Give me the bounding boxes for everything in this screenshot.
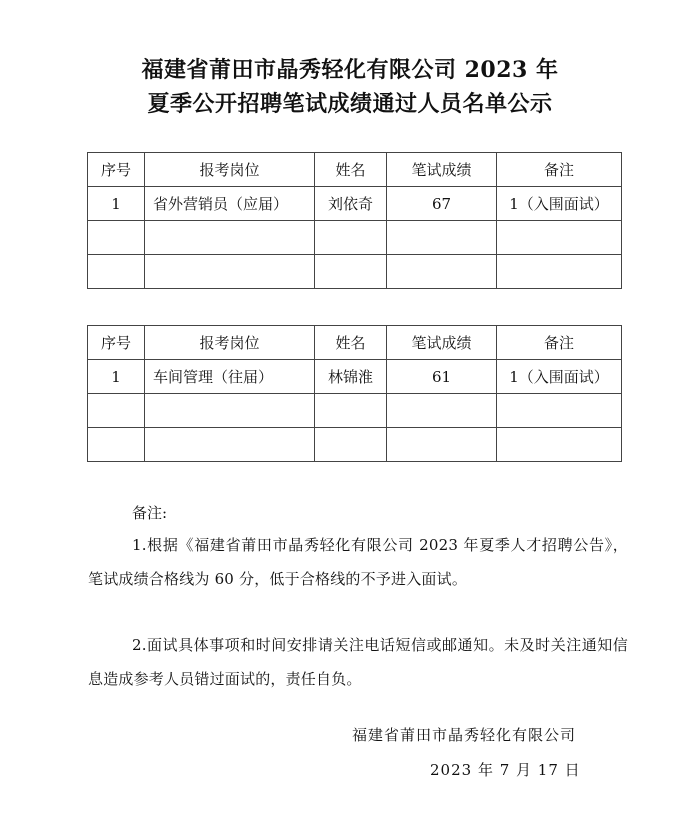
header-score: 笔试成绩 bbox=[387, 326, 497, 360]
header-name: 姓名 bbox=[315, 326, 387, 360]
header-remark: 备注 bbox=[497, 153, 622, 187]
table-row bbox=[88, 221, 622, 255]
cell-score: 61 bbox=[387, 360, 497, 394]
results-table-2 bbox=[87, 325, 622, 462]
cell-seq: 1 bbox=[88, 360, 145, 394]
cell-position bbox=[145, 255, 315, 289]
cell-seq bbox=[88, 394, 145, 428]
signature-organization: 福建省莆田市晶秀轻化有限公司 bbox=[352, 726, 577, 744]
table-header-row bbox=[88, 153, 622, 187]
cell-name bbox=[315, 428, 387, 462]
cell-score: 67 bbox=[387, 187, 497, 221]
header-remark: 备注 bbox=[497, 326, 622, 360]
header-score: 笔试成绩 bbox=[387, 153, 497, 187]
header-seq: 序号 bbox=[88, 153, 145, 187]
cell-remark bbox=[497, 394, 622, 428]
table-row bbox=[88, 255, 622, 289]
cell-remark bbox=[497, 221, 622, 255]
document-title-line-1: 福建省莆田市晶秀轻化有限公司 2023 年 bbox=[141, 57, 559, 83]
cell-position bbox=[145, 394, 315, 428]
cell-name: 刘依奇 bbox=[315, 187, 387, 221]
table-header-row bbox=[88, 326, 622, 360]
cell-remark bbox=[497, 428, 622, 462]
cell-score bbox=[387, 221, 497, 255]
table-row bbox=[88, 428, 622, 462]
cell-position bbox=[145, 428, 315, 462]
results-table-1 bbox=[87, 152, 622, 289]
cell-seq bbox=[88, 221, 145, 255]
cell-position: 车间管理（往届） bbox=[145, 360, 315, 394]
cell-position: 省外营销员（应届） bbox=[145, 187, 315, 221]
cell-name bbox=[315, 255, 387, 289]
table-row bbox=[88, 360, 622, 394]
note-item-1: 1.根据《福建省莆田市晶秀轻化有限公司 2023 年夏季人才招聘公告》，笔试成绩合格线为 60 分，低于合格线的不予进入面试。 bbox=[88, 536, 628, 588]
header-position: 报考岗位 bbox=[145, 326, 315, 360]
cell-remark bbox=[497, 255, 622, 289]
cell-remark: 1（入围面试） bbox=[497, 360, 622, 394]
table-row bbox=[88, 187, 622, 221]
table-row bbox=[88, 394, 622, 428]
cell-name bbox=[315, 394, 387, 428]
document-title-line-2: 夏季公开招聘笔试成绩通过人员名单公示 bbox=[147, 91, 553, 117]
header-name: 姓名 bbox=[315, 153, 387, 187]
notes-heading: 备注: bbox=[132, 504, 168, 522]
cell-score bbox=[387, 255, 497, 289]
cell-name: 林锦淮 bbox=[315, 360, 387, 394]
header-position: 报考岗位 bbox=[145, 153, 315, 187]
cell-seq bbox=[88, 428, 145, 462]
cell-score bbox=[387, 394, 497, 428]
cell-seq bbox=[88, 255, 145, 289]
cell-remark: 1（入围面试） bbox=[497, 187, 622, 221]
cell-seq: 1 bbox=[88, 187, 145, 221]
cell-score bbox=[387, 428, 497, 462]
signature-date: 2023 年 7 月 17 日 bbox=[430, 761, 581, 779]
header-seq: 序号 bbox=[88, 326, 145, 360]
cell-name bbox=[315, 221, 387, 255]
note-item-2: 2.面试具体事项和时间安排请关注电话短信或邮通知。未及时关注通知信息造成参考人员错过面试的，责任自负。 bbox=[88, 636, 628, 688]
cell-position bbox=[145, 221, 315, 255]
